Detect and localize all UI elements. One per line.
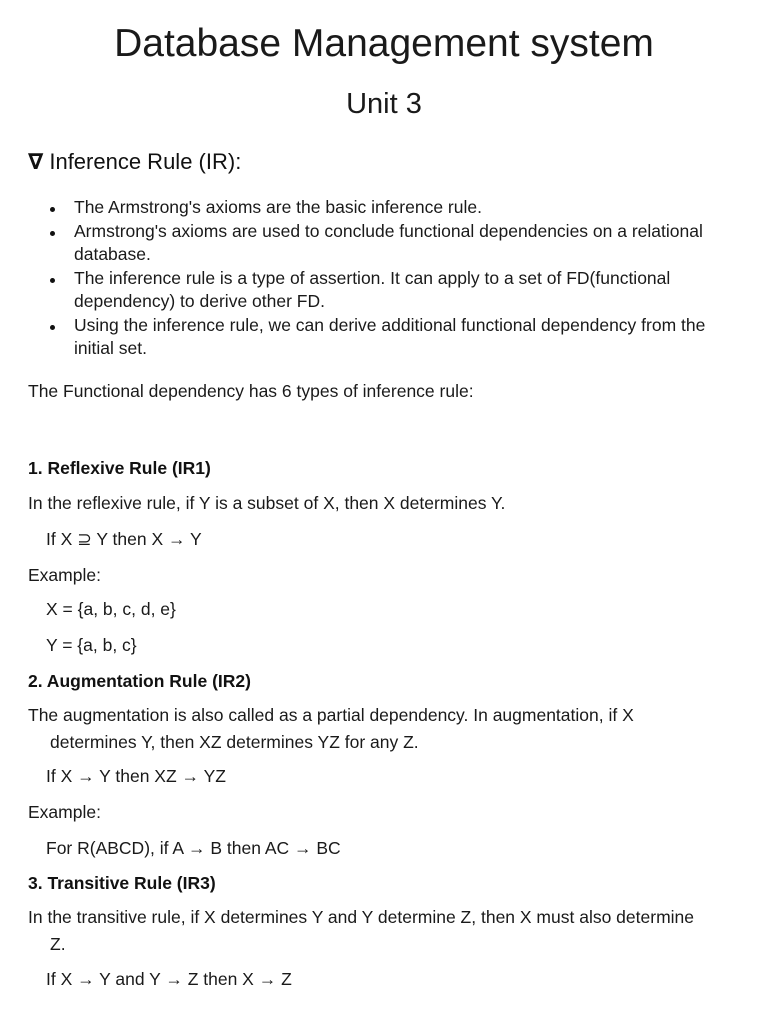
transitive-rule-description: [28, 904, 740, 958]
transitive-rule-heading: 3. Transitive Rule (IR3): [28, 873, 216, 893]
augmentation-example-label: Example:: [28, 802, 101, 822]
augmentation-rule-heading: 2. Augmentation Rule (IR2): [28, 671, 251, 691]
augmentation-rule-description: [28, 702, 740, 756]
transitive-description-line: In the transitive rule, if X determines Y and Y determine Z, then X must also determine: [28, 907, 694, 927]
augmentation-description-line: determines Y, then XZ determines YZ for any Z.: [50, 732, 419, 752]
reflexive-example-line: Y = {a, b, c}: [46, 635, 137, 655]
list-item: Using the inference rule, we can derive additional functional dependency from the initial set.: [46, 314, 736, 361]
list-item: Armstrong's axioms are used to conclude functional dependencies on a relational database.: [46, 220, 736, 267]
section-heading: [28, 147, 241, 177]
augmentation-rule-formula: If X → Y then XZ → YZ: [46, 766, 226, 786]
list-item: The inference rule is a type of assertion. It can apply to a set of FD(functional dependency) to derive other FD.: [46, 267, 736, 314]
augmentation-example-line: For R(ABCD), if A → B then AC → BC: [46, 838, 341, 858]
section-intro: The Functional dependency has 6 types of inference rule:: [28, 381, 474, 401]
reflexive-example-label: Example:: [28, 565, 101, 585]
list-item: The Armstrong's axioms are the basic inference rule.: [46, 196, 736, 220]
document-subtitle: Unit 3: [346, 88, 422, 120]
document-title: Database Management system: [114, 22, 654, 65]
reflexive-example-line: X = {a, b, c, d, e}: [46, 599, 176, 619]
inference-bullet-list: [46, 196, 736, 361]
reflexive-rule-description: In the reflexive rule, if Y is a subset of X, then X determines Y.: [28, 493, 506, 513]
section-heading-text: Inference Rule (IR):: [49, 149, 242, 174]
transitive-description-line: Z.: [50, 934, 66, 954]
reflexive-rule-heading: 1. Reflexive Rule (IR1): [28, 458, 211, 478]
transitive-rule-formula: If X → Y and Y → Z then X → Z: [46, 969, 292, 989]
augmentation-description-line: The augmentation is also called as a partial dependency. In augmentation, if X: [28, 705, 634, 725]
nabla-icon: ∇: [28, 149, 44, 174]
reflexive-rule-formula: If X ⊇ Y then X → Y: [46, 529, 202, 549]
